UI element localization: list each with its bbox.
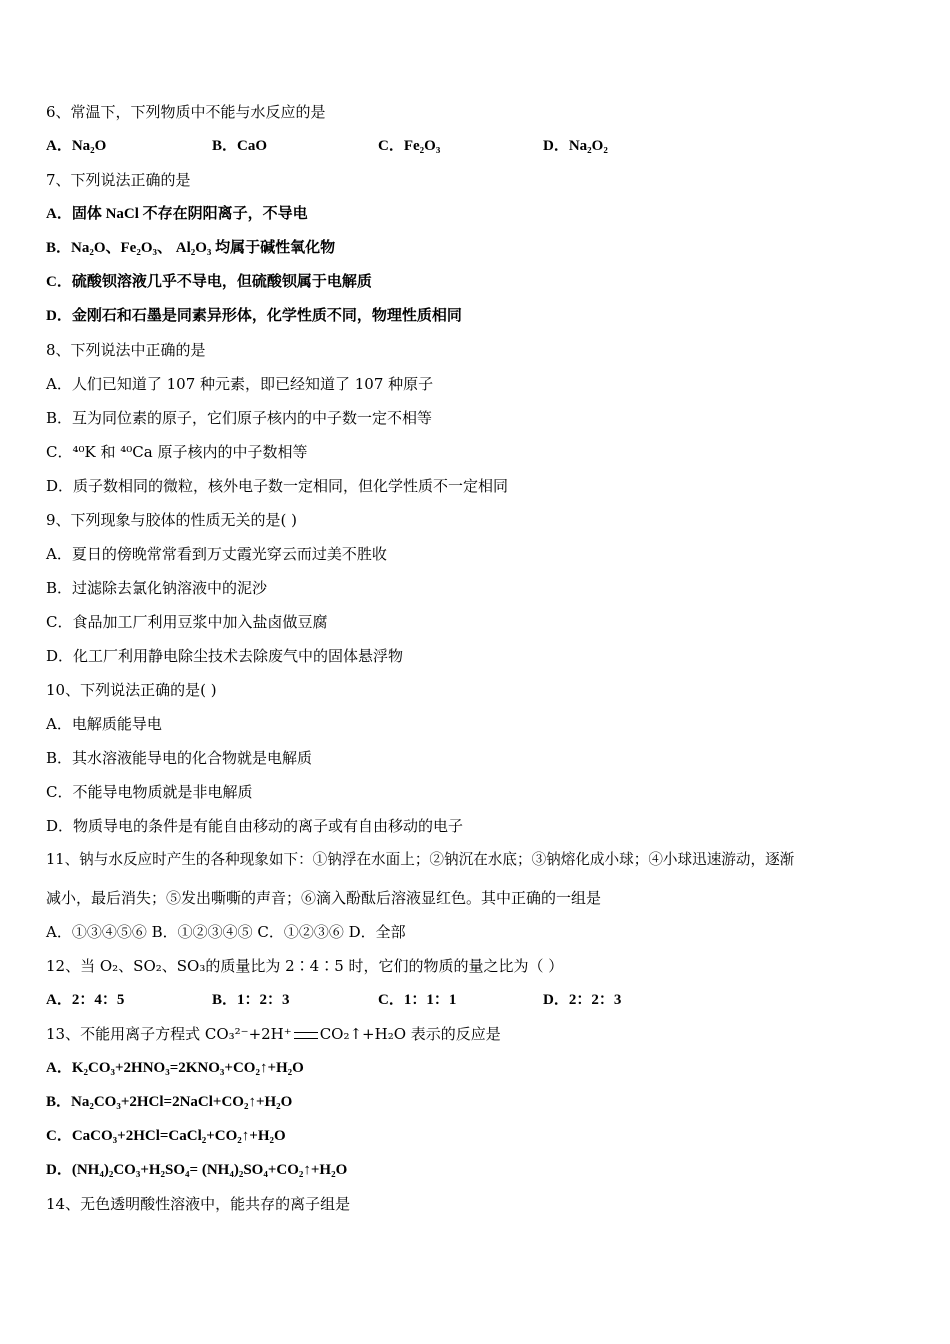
q7-option-d: D．金刚石和石墨是同素异形体，化学性质不同，物理性质相同 bbox=[46, 308, 462, 324]
q8-option-a: A．人们已知道了 107 种元素，即已经知道了 107 种原子 bbox=[46, 375, 434, 393]
q10-option-a: A．电解质能导电 bbox=[46, 715, 162, 733]
question-6-stem: 6、常温下，下列物质中不能与水反应的是 bbox=[46, 103, 326, 121]
q6-option-a: A．Na₂O bbox=[46, 138, 107, 154]
question-8-stem: 8、下列说法中正确的是 bbox=[46, 341, 206, 359]
question-11-stem-line-1: 11、钠与水反应时产生的各种现象如下：①钠浮在水面上；②钠沉在水底；③钠熔化成小球；④小球迅速游动，逐渐 bbox=[46, 851, 795, 868]
question-7-stem: 7、下列说法正确的是 bbox=[46, 171, 191, 189]
q8-option-c: C．⁴⁰K 和 ⁴⁰Ca 原子核内的中子数相等 bbox=[46, 443, 308, 461]
q12-option-c: C．1：1：1 bbox=[378, 992, 457, 1008]
q6-option-c: C．Fe₂O₃ bbox=[378, 138, 441, 154]
question-12-stem: 12、当 O₂、SO₂、SO₃的质量比为 2∶4∶5 时，它们的物质的量之比为（ ） bbox=[46, 957, 564, 975]
q9-option-b: B．过滤除去氯化钠溶液中的泥沙 bbox=[46, 579, 268, 597]
q13-stem-suffix: CO₂↑+H₂O 表示的反应是 bbox=[319, 1025, 501, 1043]
question-13-stem bbox=[46, 1024, 501, 1044]
q13-option-c: C．CaCO₃+2HCl=CaCl₂+CO₂↑+H₂O bbox=[46, 1128, 286, 1144]
question-11-stem-line-2: 减小，最后消失；⑤发出嘶嘶的声音；⑥滴入酚酞后溶液显红色。其中正确的一组是 bbox=[46, 889, 602, 907]
q12-option-d: D．2：2：3 bbox=[543, 992, 622, 1008]
q12-option-b: B．1：2：3 bbox=[212, 992, 290, 1008]
q11-options: A．①③④⑤⑥ B．①②③④⑤ C．①②③⑥ D．全部 bbox=[46, 923, 406, 941]
q10-option-d: D．物质导电的条件是有能自由移动的离子或有自由移动的电子 bbox=[46, 817, 464, 835]
q6-option-d: D．Na₂O₂ bbox=[543, 138, 608, 154]
q9-option-d: D．化工厂利用静电除尘技术去除废气中的固体悬浮物 bbox=[46, 647, 404, 665]
q7-option-b: B．Na₂O、Fe₂O₃、 Al₂O₃ 均属于碱性氧化物 bbox=[46, 240, 336, 256]
q9-option-c: C．食品加工厂利用豆浆中加入盐卤做豆腐 bbox=[46, 613, 328, 631]
question-10-stem: 10、下列说法正确的是( ) bbox=[46, 681, 217, 699]
q6-option-b: B．CaO bbox=[212, 138, 268, 154]
q13-option-a: A．K₂CO₃+2HNO₃=2KNO₃+CO₂↑+H₂O bbox=[46, 1060, 304, 1076]
question-9-stem: 9、下列现象与胶体的性质无关的是( ) bbox=[46, 511, 298, 529]
q13-stem-prefix: 13、不能用离子方程式 CO₃²⁻+2H⁺ bbox=[46, 1025, 292, 1043]
q10-option-c: C．不能导电物质就是非电解质 bbox=[46, 783, 253, 801]
q12-option-a: A．2：4：5 bbox=[46, 992, 125, 1008]
equals-sign-icon bbox=[294, 1032, 318, 1039]
q13-option-d: D．(NH₄)₂CO₃+H₂SO₄= (NH₄)₂SO₄+CO₂↑+H₂O bbox=[46, 1162, 348, 1178]
q8-option-b: B．互为同位素的原子，它们原子核内的中子数一定不相等 bbox=[46, 409, 433, 427]
question-14-stem: 14、无色透明酸性溶液中，能共存的离子组是 bbox=[46, 1195, 351, 1213]
q10-option-b: B．其水溶液能导电的化合物就是电解质 bbox=[46, 749, 313, 767]
q8-option-d: D．质子数相同的微粒，核外电子数一定相同，但化学性质不一定相同 bbox=[46, 477, 509, 495]
q7-option-a: A．固体 NaCl 不存在阴阳离子，不导电 bbox=[46, 206, 308, 222]
q7-option-c: C．硫酸钡溶液几乎不导电，但硫酸钡属于电解质 bbox=[46, 274, 372, 290]
q13-option-b: B．Na₂CO₃+2HCl=2NaCl+CO₂↑+H₂O bbox=[46, 1094, 293, 1110]
q9-option-a: A．夏日的傍晚常常看到万丈霞光穿云而过美不胜收 bbox=[46, 545, 387, 563]
